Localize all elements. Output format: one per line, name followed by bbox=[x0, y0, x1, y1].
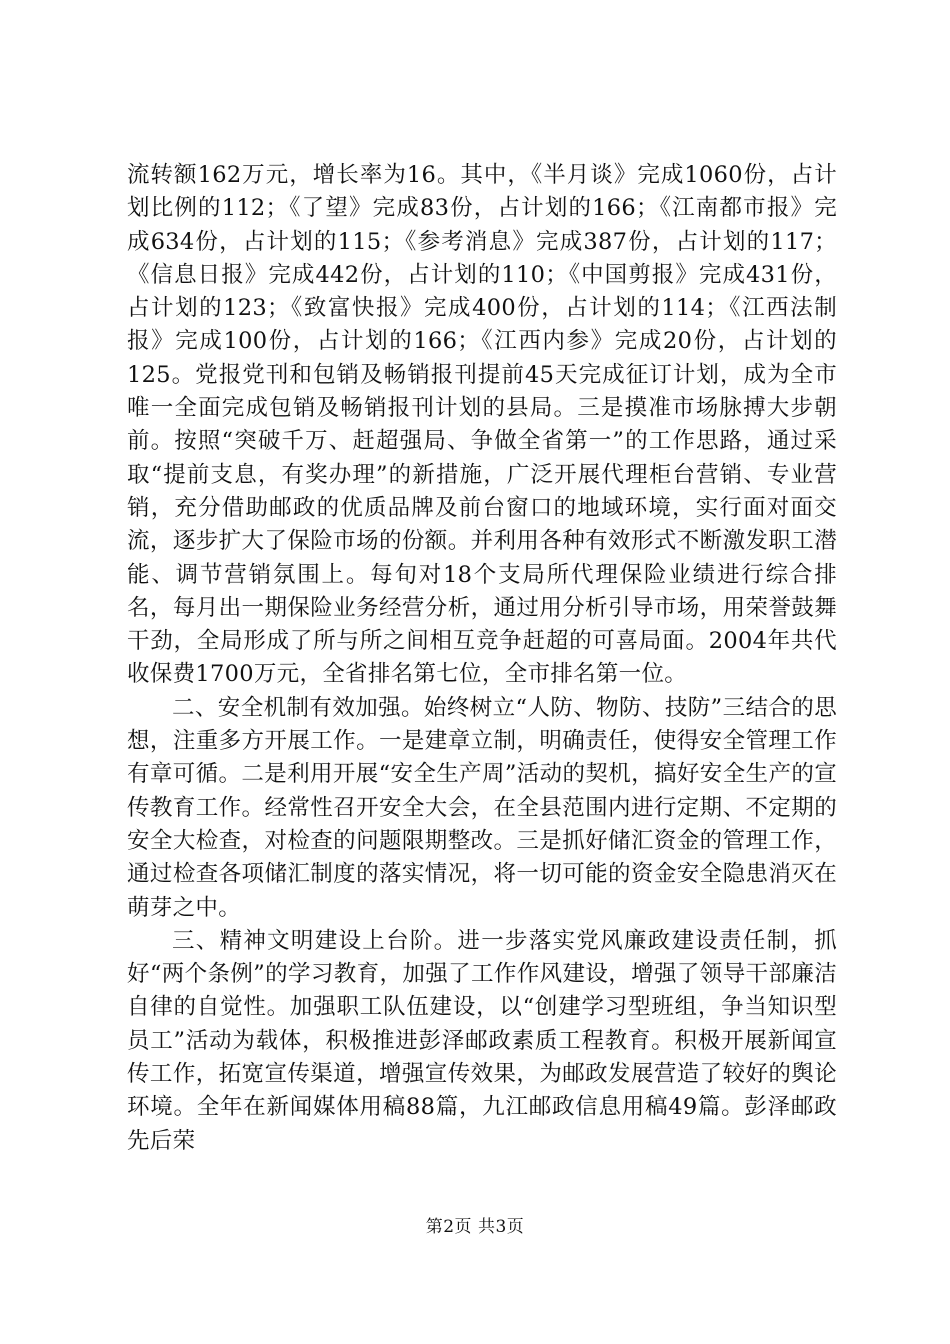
paragraph-circulation-insurance: 流转额162万元，增长率为16。其中，《半月谈》完成1060份，占计划比例的112；《了望》完成83份，占计划的166；《江南都市报》完成634份，占计划的115；《参考消息》完成387份，占计划的117；《信息日报》完成442份，占计划的110；《中国剪报》完成431份，占计划的123；《致富快报》完成400份，占计划的114；《江西法制报》完成100份，占计划的166；《江西内参》完成20份，占计划的125。党报党刊和包销及畅销报刊提前45天完成征订计划，成为全市唯一全面完成包销及畅销报刊计划的县局。三是摸准市场脉搏大步朝前。按照“突破千万、赶超强局、争做全省第一”的工作思路，通过采取“提前支息，有奖办理”的新措施，广泛开展代理柜台营销、专业营销，充分借助邮政的优质品牌及前台窗口的地域环境，实行面对面交流，逐步扩大了保险市场的份额。并利用各种有效形式不断激发职工潜能、调节营销氛围上。每旬对18个支局所代理保险业绩进行综合排名，每月出一期保险业务经营分析，通过用分析引导市场，用荣誉鼓舞干劲，全局形成了所与所之间相互竞争赶超的可喜局面。2004年共代收保费1700万元，全省排名第七位，全市排名第一位。 bbox=[127, 162, 837, 688]
paragraph-safety-mechanism: 二、安全机制有效加强。始终树立“人防、物防、技防”三结合的思想，注重多方开展工作。一是建章立制，明确责任，使得安全管理工作有章可循。二是利用开展“安全生产周”活动的契机，搞好安全生产的宣传教育工作。经常性召开安全大会，在全县范围内进行定期、不定期的安全大检查，对检查的问题限期整改。三是抓好储汇资金的管理工作，通过检查各项储汇制度的落实情况，将一切可能的资金安全隐患消灭在萌芽之中。 bbox=[127, 694, 837, 921]
page-number-footer: 第2页 共3页 bbox=[425, 1217, 525, 1237]
document-body bbox=[127, 159, 837, 1158]
paragraph-spiritual-civilization: 三、精神文明建设上台阶。进一步落实党风廉政建设责任制，抓好“两个条例”的学习教育，加强了工作作风建设，增强了领导干部廉洁自律的自觉性。加强职工队伍建设，以“创建学习型班组，争当知识型员工”活动为载体，积极推进彭泽邮政素质工程教育。积极开展新闻宣传工作，拓宽宣传渠道，增强宣传效果，为邮政发展营造了较好的舆论环境。全年在新闻媒体用稿88篇，九江邮政信息用稿49篇。彭泽邮政先后荣 bbox=[127, 927, 837, 1154]
